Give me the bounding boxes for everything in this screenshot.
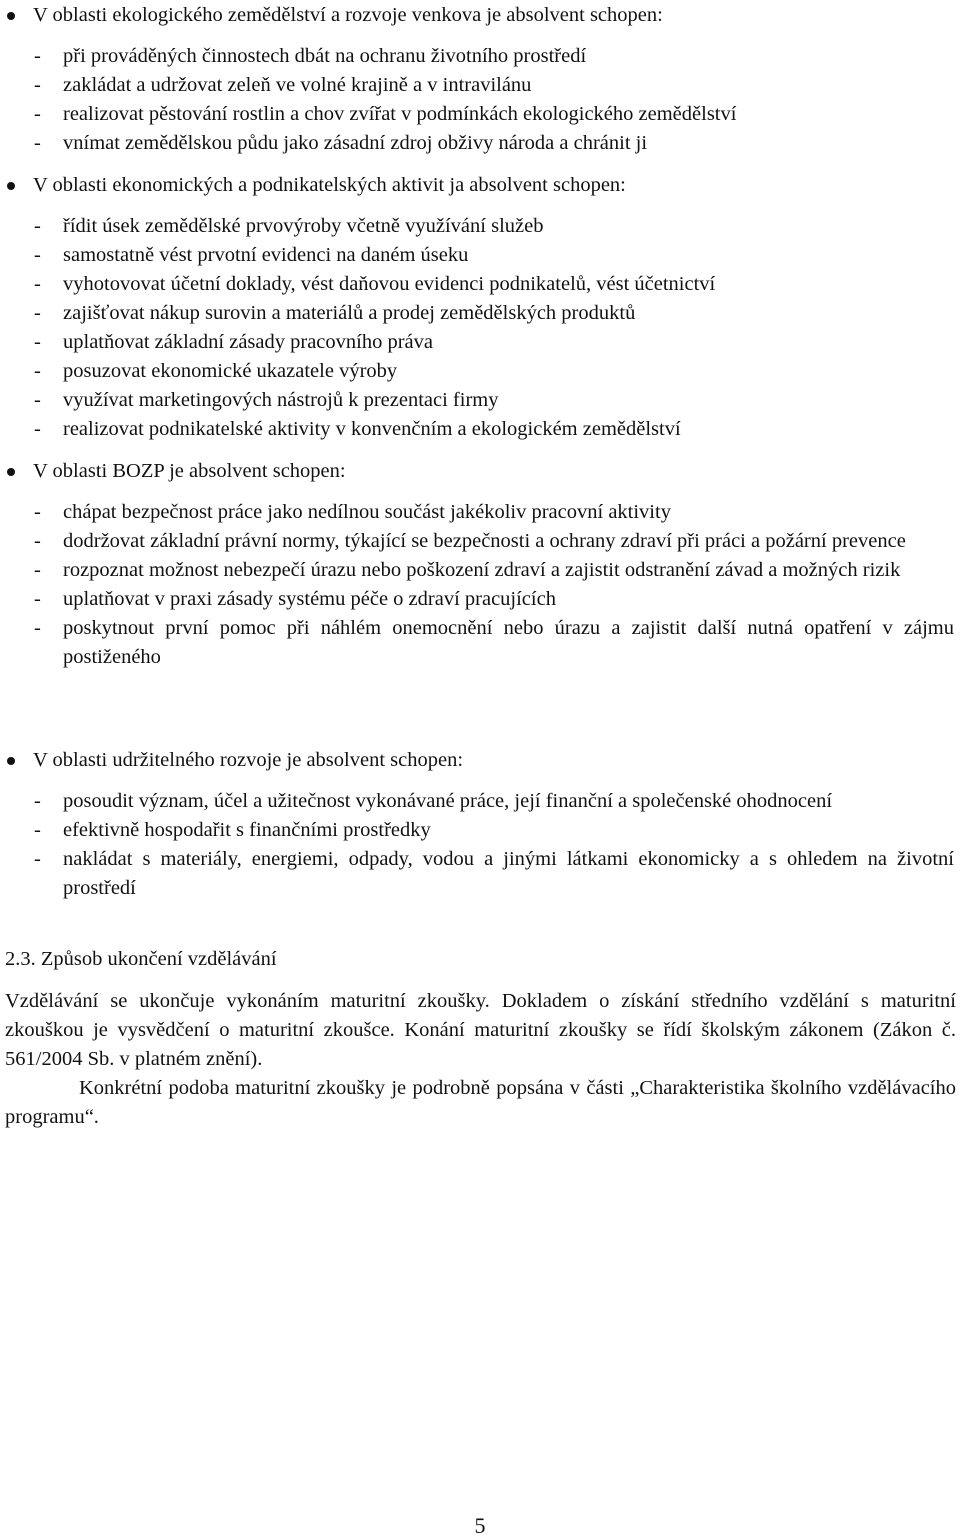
list-item-text: při prováděných činnostech dbát na ochranu životního prostředí (63, 45, 587, 67)
list-item: - vnímat zemědělskou půdu jako zásadní zdroj obživy národa a chránit ji (34, 132, 648, 154)
list-item: - nakládat s materiály, energiemi, odpady, vodou a jinými látkami ekonomicky a s ohledem na životní prostředí (34, 848, 954, 899)
list-item: - posoudit význam, účel a užitečnost vykonávané práce, její finanční a společenské ohodnocení (34, 790, 833, 812)
list-item-text: řídit úsek zemědělské prvovýroby včetně využívání služeb (63, 215, 544, 237)
section-heading-text: V oblasti udržitelného rozvoje je absolvent schopen: (33, 749, 464, 771)
section-heading-text: V oblasti ekonomických a podnikatelských aktivit ja absolvent schopen: (33, 174, 626, 196)
bullet-icon (7, 757, 15, 765)
list-item: - realizovat pěstování rostlin a chov zvířat v podmínkách ekologického zemědělství (34, 103, 737, 125)
bullet-icon (7, 468, 15, 476)
list-item: - uplatňovat v praxi zásady systému péče o zdraví pracujících (34, 588, 556, 610)
section-heading (0, 1, 960, 30)
section-heading (0, 457, 960, 486)
section-ecological-agriculture (0, 1, 960, 158)
paragraph: Vzdělávání se ukončuje vykonáním maturitní zkoušky. Dokladem o získání středního vzdělání s maturitní zkouškou je vysvědčení o maturitní zkoušce. Konání maturitní zkoušky se řídí školským zákonem (Zákon č. 561/2004 Sb. v platném znění). (5, 990, 956, 1070)
list-item-text: efektivně hospodařit s finančními prostředky (63, 819, 431, 841)
list-item-text: uplatňovat základní zásady pracovního práva (63, 331, 433, 353)
list-item: - poskytnout první pomoc při náhlém onemocnění nebo úrazu a zajistit další nutná opatření v zájmu postiženého (34, 617, 954, 668)
list-item: - vyhotovovat účetní doklady, vést daňovou evidenci podnikatelů, vést účetnictví (34, 273, 716, 295)
list-item-text: realizovat podnikatelské aktivity v konvenčním a ekologickém zemědělství (63, 418, 681, 440)
list-item-text: uplatňovat v praxi zásady systému péče o zdraví pracujících (63, 588, 556, 610)
list-item-text: posuzovat ekonomické ukazatele výroby (63, 360, 398, 382)
list-item: - řídit úsek zemědělské prvovýroby včetně využívání služeb (34, 215, 544, 237)
item-list (0, 212, 960, 444)
list-item-text: využívat marketingových nástrojů k prezentaci firmy (63, 389, 499, 411)
list-item: - dodržovat základní právní normy, týkající se bezpečnosti a ochrany zdraví při práci a požární prevence (34, 530, 906, 552)
list-item-text: dodržovat základní právní normy, týkající se bezpečnosti a ochrany zdraví při práci a požární prevence (63, 530, 906, 552)
list-item: - posuzovat ekonomické ukazatele výroby (34, 360, 398, 382)
paragraph: Konkrétní podoba maturitní zkoušky je podrobně popsána v části „Charakteristika školního vzdělávacího programu“. (5, 1077, 956, 1128)
chapter-heading: 2.3. Způsob ukončení vzdělávání (5, 948, 277, 970)
list-item-text: vnímat zemědělskou půdu jako zásadní zdroj obživy národa a chránit ji (63, 132, 648, 154)
section-heading (0, 171, 960, 200)
list-item: - samostatně vést prvotní evidenci na daném úseku (34, 244, 469, 266)
list-item-text: zakládat a udržovat zeleň ve volné krajině a v intravilánu (63, 74, 532, 96)
section-heading (0, 746, 960, 775)
list-item-text: nakládat s materiály, energiemi, odpady, vodou a jinými látkami ekonomicky a s ohledem na životní prostředí (63, 848, 954, 899)
list-item-text: posoudit význam, účel a užitečnost vykonávané práce, její finanční a společenské ohodnocení (63, 790, 833, 812)
section-sustainable-development (0, 746, 960, 903)
section-economic-activities (0, 171, 960, 444)
list-item: - rozpoznat možnost nebezpečí úrazu nebo poškození zdraví a zajistit odstranění závad a možných rizik (34, 559, 901, 581)
list-item-text: zajišťovat nákup surovin a materiálů a prodej zemědělských produktů (63, 302, 636, 324)
list-item: - zakládat a udržovat zeleň ve volné krajině a v intravilánu (34, 74, 532, 96)
list-item-text: rozpoznat možnost nebezpečí úrazu nebo poškození zdraví a zajistit odstranění závad a možných rizik (63, 559, 901, 581)
list-item-text: vyhotovovat účetní doklady, vést daňovou evidenci podnikatelů, vést účetnictví (63, 273, 716, 295)
list-item-text: realizovat pěstování rostlin a chov zvířat v podmínkách ekologického zemědělství (63, 103, 737, 125)
list-item: - chápat bezpečnost práce jako nedílnou součást jakékoliv pracovní aktivity (34, 501, 671, 523)
list-item-text: poskytnout první pomoc při náhlém onemocnění nebo úrazu a zajistit další nutná opatření v zájmu postiženého (63, 617, 954, 668)
list-item: - uplatňovat základní zásady pracovního práva (34, 331, 433, 353)
list-item-text: chápat bezpečnost práce jako nedílnou součást jakékoliv pracovní aktivity (63, 501, 671, 523)
list-item: - při prováděných činnostech dbát na ochranu životního prostředí (34, 45, 587, 67)
page-number: 5 (474, 1513, 486, 1538)
section-bozp (0, 457, 960, 672)
list-item: - efektivně hospodařit s finančními prostředky (34, 819, 431, 841)
item-list (0, 42, 960, 158)
bullet-icon (7, 182, 15, 190)
section-heading-text: V oblasti ekologického zemědělství a rozvoje venkova je absolvent schopen: (33, 4, 663, 26)
item-list (0, 498, 960, 672)
item-list (0, 787, 960, 903)
list-item-text: samostatně vést prvotní evidenci na daném úseku (63, 244, 469, 266)
list-item: - realizovat podnikatelské aktivity v konvenčním a ekologickém zemědělství (34, 418, 681, 440)
bullet-icon (7, 12, 15, 20)
list-item: - využívat marketingových nástrojů k prezentaci firmy (34, 389, 499, 411)
list-item: - zajišťovat nákup surovin a materiálů a prodej zemědělských produktů (34, 302, 636, 324)
section-heading-text: V oblasti BOZP je absolvent schopen: (33, 460, 346, 482)
